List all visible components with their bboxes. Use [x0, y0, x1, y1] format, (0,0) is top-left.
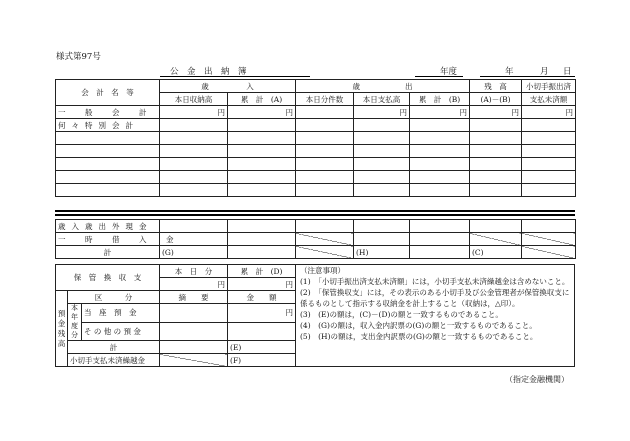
header-balance: 残 高	[470, 80, 522, 93]
yen-unit: 円	[160, 278, 228, 291]
date-year-label: 年	[505, 67, 514, 77]
storage-today: 本 日 分	[160, 265, 228, 278]
note-item: (5) (H)の額は，支出金内訳票の(G)の額と一致するものであること。	[300, 332, 538, 341]
title-underline	[160, 76, 310, 77]
date-blank	[480, 76, 575, 77]
note-item: (1) 「小切手振出済支払未済額」には，小切手支払未済繰越金は含めないこと。	[300, 277, 570, 286]
kubun-header: 区 分	[68, 291, 160, 304]
header-today-income: 本日収納高	[160, 93, 228, 106]
current-year-side-label: 本年度分	[68, 304, 82, 341]
yen-unit: 円	[228, 304, 296, 323]
other-deposit-label: そ の 他 の 預 金	[82, 322, 160, 341]
date-month-label: 月	[540, 67, 549, 77]
year-label: 年度	[440, 67, 458, 77]
header-total-a: 累 計 (A)	[228, 93, 296, 106]
label-f: (F)	[228, 354, 296, 367]
unpaid-check-carryover-label: 小切手支払未済繰越金	[68, 354, 160, 367]
storage-label: 保 管 換 収 支	[56, 265, 160, 291]
date-day-label: 日	[563, 67, 572, 77]
form-number: 様式第97号	[56, 52, 101, 62]
yen-unit: 円	[410, 106, 470, 119]
kingaku-header: 金 額	[228, 291, 296, 304]
storage-total-d: 累 計 (D)	[228, 265, 296, 278]
label-e: (E)	[228, 341, 296, 354]
page-title: 公 金 出 納 簿	[170, 67, 247, 77]
deposit-total-label: 計	[68, 341, 160, 354]
yen-unit: 円	[228, 106, 296, 119]
yen-unit: 円	[160, 106, 228, 119]
cash-ledger-mid-table	[55, 219, 576, 259]
tekiyo-header: 摘 要	[160, 291, 228, 304]
header-account: 会 計 名 等	[56, 80, 160, 106]
label-h: (H)	[354, 246, 410, 259]
notes-list	[300, 265, 572, 342]
yen-unit: 円	[228, 278, 296, 291]
row-mid-total: 計	[56, 246, 160, 259]
row-general-account: 一 般 会 計	[56, 106, 160, 119]
label-g: (G)	[160, 246, 228, 259]
header-total-b: 累 計 (B)	[410, 93, 470, 106]
header-expense: 歳 出	[296, 80, 470, 93]
row-special-account: 何々特別会計	[56, 119, 160, 132]
row-temporary-loan: 一 時 借 入 金	[56, 233, 160, 246]
yen-unit: 円	[522, 106, 576, 119]
yen-unit: 円	[470, 106, 522, 119]
header-check: 小切手振出済	[522, 80, 576, 93]
label-c: (C)	[470, 246, 522, 259]
checking-deposit-label: 当 座 預 金	[82, 304, 160, 323]
note-item: (4) (G)の額は，収入金内訳票の(G)の額と一致するものであること。	[300, 321, 537, 330]
notes-heading: （注意事項）	[300, 266, 345, 275]
separator-line	[55, 214, 575, 216]
note-item: (3) (E)の額は，(C)－(D)の額と一致するものであること。	[300, 310, 503, 319]
cash-ledger-top-table	[55, 79, 576, 197]
note-item: (2) 「保管換収支」には，その表示のある小切手及び公金管理者が保管換収支に係るものとして指示する収納金を計上すること（収納は，△印）。	[300, 288, 570, 308]
storage-table	[55, 264, 296, 367]
yen-unit: 円	[354, 106, 410, 119]
header-income: 歳 入	[160, 80, 296, 93]
header-balance-formula: (A)－(B)	[470, 93, 522, 106]
header-today-count: 本日分件数	[296, 93, 354, 106]
separator-line	[55, 210, 575, 212]
header-check-unpaid: 支払未済額	[522, 93, 576, 106]
deposit-balance-side-label: 預金残高	[56, 291, 68, 367]
row-outside-cash: 歳入歳出外現金	[56, 220, 160, 233]
designated-bank-label: （指定金融機関）	[505, 375, 569, 384]
header-today-expense: 本日支払高	[354, 93, 410, 106]
